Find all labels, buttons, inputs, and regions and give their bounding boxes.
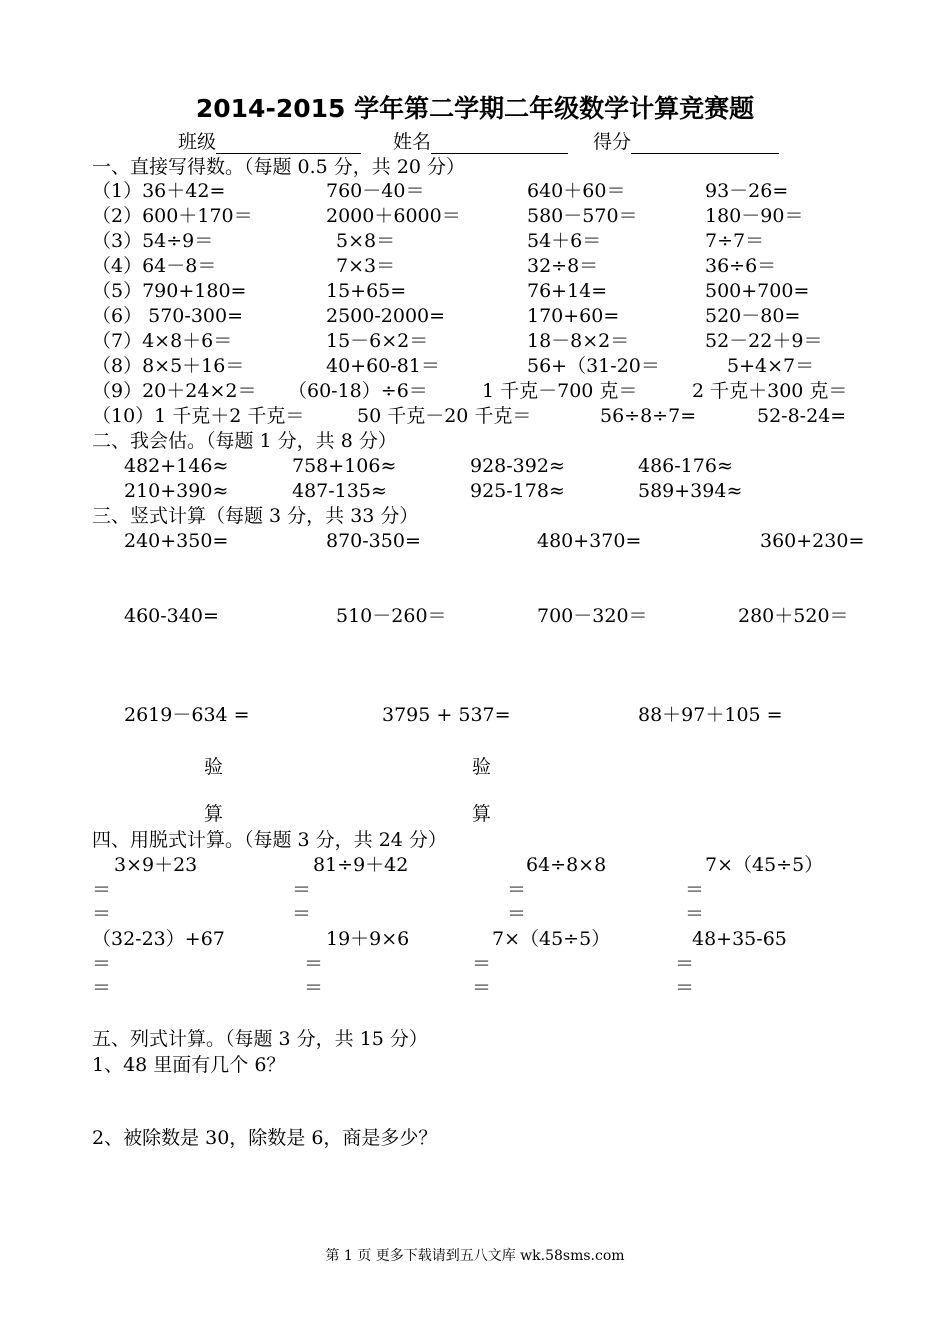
- estimation-problem: 487-135≈: [292, 480, 387, 502]
- vertical-calc-problem: 870-350=: [326, 530, 421, 552]
- equals-line: ＝: [685, 879, 705, 901]
- class-blank: [216, 133, 361, 154]
- equals-line: ＝: [685, 903, 705, 925]
- direct-answer-problem: （2）600＋170＝: [92, 205, 253, 227]
- direct-answer-problem: 52－22＋9＝: [705, 330, 823, 352]
- class-label: 班级: [178, 131, 217, 153]
- direct-answer-problem: 18－8×2＝: [527, 330, 630, 352]
- estimation-problem: 486-176≈: [638, 455, 733, 477]
- vertical-calc-problem: 2619－634 =: [124, 704, 250, 726]
- vertical-calc-problem: 480+370=: [537, 530, 642, 552]
- equals-line: ＝: [472, 953, 492, 975]
- equals-line: ＝: [292, 903, 312, 925]
- step-calc-problem: 7×（45÷5）: [705, 854, 824, 876]
- direct-answer-problem: 2500-2000=: [326, 305, 446, 327]
- step-calc-problem: 64÷8×8: [526, 854, 607, 876]
- direct-answer-problem: 1 千克－700 克＝: [482, 380, 638, 402]
- equals-line: ＝: [507, 903, 527, 925]
- estimation-problem: 758+106≈: [292, 455, 397, 477]
- equals-line: ＝: [92, 953, 112, 975]
- direct-answer-problem: 7÷7＝: [705, 230, 765, 252]
- section4-heading: 四、用脱式计算。（每题 3 分，共 24 分）: [92, 829, 447, 851]
- equals-line: ＝: [292, 879, 312, 901]
- word-problem-1: 1、48 里面有几个 6？: [92, 1054, 286, 1076]
- direct-answer-problem: （1）36＋42=: [92, 180, 226, 202]
- direct-answer-problem: 32÷8＝: [527, 255, 599, 277]
- direct-answer-problem: 54＋6＝: [527, 230, 602, 252]
- direct-answer-problem: 15－6×2＝: [326, 330, 429, 352]
- section3-heading: 三、竖式计算（每题 3 分，共 33 分）: [92, 505, 419, 527]
- direct-answer-problem: （8）8×5＋16＝: [92, 355, 245, 377]
- page-footer: 第 1 页 更多下载请到五八文库 wk.58sms.com: [325, 1248, 625, 1264]
- step-calc-problem: 19＋9×6: [326, 928, 410, 950]
- equals-line: ＝: [92, 977, 112, 999]
- vertical-calc-problem: 88＋97＋105 =: [638, 704, 783, 726]
- direct-answer-problem: 5×8＝: [336, 230, 396, 252]
- estimation-problem: 482+146≈: [124, 455, 229, 477]
- direct-answer-problem: 50 千克－20 千克＝: [357, 405, 532, 427]
- step-calc-problem: 7×（45÷5）: [492, 928, 611, 950]
- section5-heading: 五、列式计算。（每题 3 分，共 15 分）: [92, 1028, 428, 1050]
- estimation-problem: 928-392≈: [470, 455, 565, 477]
- score-label: 得分: [593, 131, 632, 153]
- direct-answer-problem: 500+700=: [705, 280, 810, 302]
- page-title: 2014-2015 学年第二学期二年级数学计算竞赛题: [195, 94, 755, 123]
- direct-answer-problem: （5）790+180=: [92, 280, 247, 302]
- equals-line: ＝: [675, 953, 695, 975]
- equals-line: ＝: [472, 977, 492, 999]
- check-label-top: 验: [472, 756, 492, 778]
- direct-answer-problem: 2000＋6000＝: [326, 205, 461, 227]
- equals-line: ＝: [92, 903, 112, 925]
- direct-answer-problem: （7）4×8＋6＝: [92, 330, 233, 352]
- vertical-calc-problem: 3795 + 537=: [382, 704, 511, 726]
- direct-answer-problem: （9）20＋24×2＝: [92, 380, 257, 402]
- direct-answer-problem: 76+14=: [527, 280, 608, 302]
- score-field: [593, 130, 779, 154]
- step-calc-problem: 81÷9＋42: [313, 854, 409, 876]
- equals-line: ＝: [675, 977, 695, 999]
- check-label-bottom: 算: [472, 803, 492, 825]
- direct-answer-problem: 520－80=: [705, 305, 801, 327]
- section2-heading: 二、我会估。（每题 1 分，共 8 分）: [92, 430, 397, 452]
- direct-answer-problem: （4）64－8＝: [92, 255, 217, 277]
- equals-line: ＝: [304, 953, 324, 975]
- score-blank: [631, 133, 779, 154]
- direct-answer-problem: 40+60-81＝: [326, 355, 440, 377]
- direct-answer-problem: 36÷6＝: [705, 255, 777, 277]
- direct-answer-problem: 180－90＝: [705, 205, 804, 227]
- vertical-calc-problem: 510－260＝: [336, 605, 447, 627]
- direct-answer-problem: 580－570＝: [527, 205, 638, 227]
- direct-answer-problem: 15+65=: [326, 280, 407, 302]
- check-label-bottom: 算: [204, 803, 224, 825]
- direct-answer-problem: 2 千克＋300 克＝: [692, 380, 848, 402]
- step-calc-problem: 48+35-65: [692, 928, 787, 950]
- check-label-top: 验: [204, 756, 224, 778]
- name-blank: [431, 133, 568, 154]
- direct-answer-problem: 640＋60＝: [527, 180, 626, 202]
- direct-answer-problem: 52-8-24=: [757, 405, 847, 427]
- vertical-calc-problem: 700－320＝: [537, 605, 648, 627]
- section1-heading: 一、直接写得数。（每题 0.5 分，共 20 分）: [92, 156, 466, 178]
- name-label: 姓名: [393, 131, 432, 153]
- vertical-calc-problem: 460-340=: [124, 605, 219, 627]
- direct-answer-problem: （6） 570-300=: [92, 305, 243, 327]
- word-problem-2: 2、被除数是 30，除数是 6，商是多少？: [92, 1127, 438, 1149]
- direct-answer-problem: 760－40＝: [326, 180, 425, 202]
- name-field: [393, 130, 568, 154]
- estimation-problem: 210+390≈: [124, 480, 229, 502]
- direct-answer-problem: （10）1 千克＋2 千克＝: [92, 405, 305, 427]
- direct-answer-problem: 7×3＝: [336, 255, 396, 277]
- estimation-problem: 925-178≈: [470, 480, 565, 502]
- vertical-calc-problem: 280＋520＝: [738, 605, 849, 627]
- direct-answer-problem: （60-18）÷6＝: [288, 380, 428, 402]
- direct-answer-problem: 56+（31-20＝: [527, 355, 660, 377]
- equals-line: ＝: [304, 977, 324, 999]
- direct-answer-problem: 93－26=: [705, 180, 789, 202]
- vertical-calc-problem: 360+230=: [760, 530, 865, 552]
- class-field: [178, 130, 361, 154]
- equals-line: ＝: [507, 879, 527, 901]
- step-calc-problem: 3×9＋23: [114, 854, 198, 876]
- direct-answer-problem: 170+60=: [527, 305, 620, 327]
- estimation-problem: 589+394≈: [638, 480, 743, 502]
- equals-line: ＝: [92, 879, 112, 901]
- step-calc-problem: （32-23）+67: [92, 928, 225, 950]
- direct-answer-problem: （3）54÷9＝: [92, 230, 214, 252]
- direct-answer-problem: 5+4×7＝: [727, 355, 815, 377]
- vertical-calc-problem: 240+350=: [124, 530, 229, 552]
- direct-answer-problem: 56÷8÷7=: [600, 405, 697, 427]
